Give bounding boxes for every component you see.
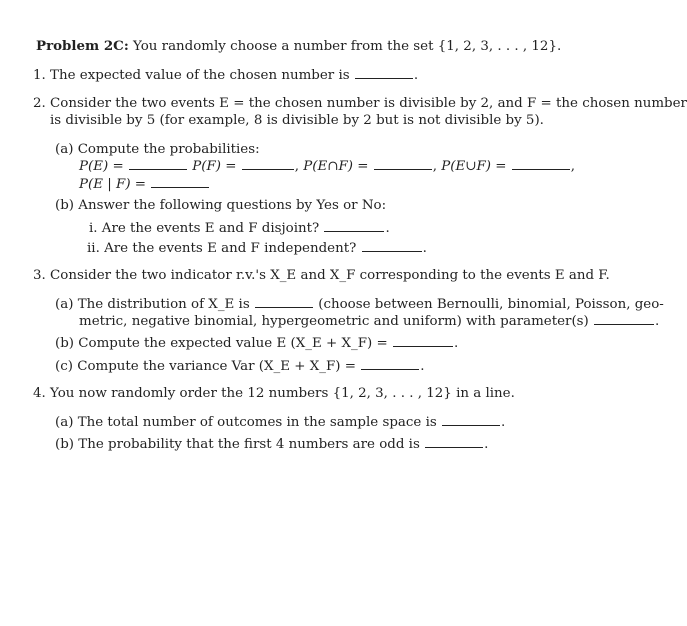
- question-4: [33, 385, 515, 402]
- question-2-line2: [50, 112, 544, 129]
- answer-blank-pE[interactable]: [129, 157, 187, 170]
- question-4b: (b) The probability that the first 4 numbers are odd is .: [55, 437, 489, 452]
- question-2-text-line1: Consider the two events E = the chosen number is divisible by 2, and F = the chosen number: [50, 96, 687, 111]
- question-4b-text: (b) The probability that the first 4 numbers are odd is: [55, 437, 420, 452]
- question-3a-choices-cont: metric, negative binomial, hypergeometric and uniform) with parameter(s): [79, 314, 589, 329]
- answer-blank-3c[interactable]: [361, 357, 419, 370]
- question-2b-text: (b) Answer the following questions by Yes or No:: [55, 198, 387, 213]
- question-2b-label: [55, 197, 386, 214]
- question-3-text: Consider the two indicator r.v.'s X_E and X_F corresponding to the events E and F.: [50, 268, 610, 283]
- question-1-number: 1.: [33, 68, 46, 83]
- prob-E-given-F-label: P(E | F) =: [79, 177, 147, 192]
- question-2a-text: (a) Compute the probabilities:: [55, 142, 260, 157]
- answer-blank-3a-parameters[interactable]: [594, 312, 654, 325]
- answer-blank-2b-i[interactable]: [324, 219, 384, 232]
- answer-blank-3a-distribution[interactable]: [255, 295, 313, 308]
- prob-F-label: P(F) =: [192, 159, 237, 174]
- question-4-number: 4.: [33, 386, 46, 401]
- question-2b-i: i. Are the events E and F disjoint? .: [89, 221, 390, 236]
- answer-blank-pF[interactable]: [242, 157, 294, 170]
- answer-blank-pEandF[interactable]: [374, 157, 432, 170]
- question-3a-choices: (choose between Bernoulli, binomial, Poisson, geo-: [318, 297, 664, 312]
- question-2-text-line2: is divisible by 5 (for example, 8 is divisible by 2 but is not divisible by 5).: [50, 113, 544, 128]
- question-2b-ii-text: ii. Are the events E and F independent?: [87, 241, 357, 256]
- question-3a-line1: [55, 295, 664, 313]
- problem-label: Problem 2C:: [36, 38, 129, 54]
- question-2-line1: [33, 95, 687, 112]
- question-1-text: The expected value of the chosen number is: [50, 68, 350, 83]
- answer-blank-4b[interactable]: [425, 435, 483, 448]
- question-1: 1. The expected value of the chosen number is .: [33, 68, 419, 83]
- question-3: [33, 267, 610, 284]
- answer-blank-pEgivenF[interactable]: [151, 175, 209, 188]
- question-2b-ii: ii. Are the events E and F independent? .: [87, 241, 427, 256]
- question-3c: (c) Compute the variance Var (X_E + X_F) = .: [55, 359, 425, 374]
- question-4a: (a) The total number of outcomes in the sample space is .: [55, 415, 506, 430]
- answer-blank-2b-ii[interactable]: [362, 239, 422, 252]
- question-2a-row2: [79, 175, 210, 193]
- question-2-number: 2.: [33, 96, 46, 111]
- question-3b-text: (b) Compute the expected value E (X_E + X_F) =: [55, 336, 388, 351]
- question-3a-line2: metric, negative binomial, hypergeometric and uniform) with parameter(s) .: [79, 314, 660, 329]
- question-3b: (b) Compute the expected value E (X_E + X_F) = .: [55, 336, 459, 351]
- question-2b-i-text: i. Are the events E and F disjoint?: [89, 221, 320, 236]
- question-3c-text: (c) Compute the variance Var (X_E + X_F) =: [55, 359, 356, 374]
- answer-blank-pEorF[interactable]: [512, 157, 570, 170]
- question-4a-text: (a) The total number of outcomes in the sample space is: [55, 415, 437, 430]
- answer-blank-4a[interactable]: [442, 413, 500, 426]
- answer-blank-3b[interactable]: [393, 334, 453, 347]
- problem-intro: You randomly choose a number from the set {1, 2, 3, . . . , 12}.: [133, 39, 562, 54]
- question-2a-label: [55, 141, 260, 158]
- prob-E-label: P(E) =: [79, 159, 124, 174]
- question-4-text: You now randomly order the 12 numbers {1, 2, 3, . . . , 12} in a line.: [50, 386, 515, 401]
- problem-header: [36, 38, 561, 55]
- question-3a-text: (a) The distribution of X_E is: [55, 297, 250, 312]
- question-2a-row1: P(E) = P(F) = , P(E∩F) = , P(E∪F) = ,: [79, 159, 576, 174]
- question-3-number: 3.: [33, 268, 46, 283]
- prob-E-or-F-label: P(E∪F) =: [441, 159, 507, 174]
- answer-blank-q1[interactable]: [355, 66, 413, 79]
- prob-E-and-F-label: P(E∩F) =: [303, 159, 369, 174]
